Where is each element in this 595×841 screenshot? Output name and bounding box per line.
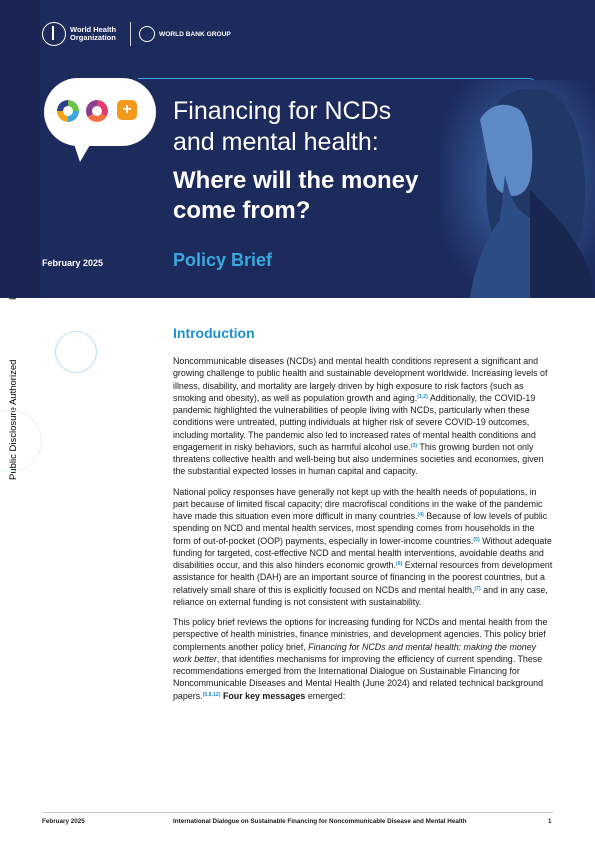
- citation-ref[interactable]: (6): [395, 561, 403, 567]
- citation-ref[interactable]: (3): [410, 442, 418, 449]
- paragraph-3-text-c: emerged:: [305, 690, 346, 701]
- section-heading-introduction: Introduction: [173, 325, 255, 341]
- title-line-1: Financing for NCDs and mental health:: [173, 97, 392, 156]
- paragraph-1-text-b: Additionally, the COVID-19 pandemic highlighted the vulnerabilities of people living with NCDs, particularly when these conditions were untreated, putting individuals at higher risk of severe COVID-19 outcomes, including mortality. The pandemic also led to increased rates of mental health conditions and engagement in risky behaviors, such as harmful alcohol use.: [173, 392, 536, 452]
- title-line-2: Where will the money come from?: [173, 167, 419, 224]
- footer-title: International Dialogue on Sustainable Financing for Noncommunicable Disease and Mental Health: [173, 818, 467, 825]
- partner-logos: [42, 22, 231, 46]
- watermark-bottom: Public Disclosure Authorized: [8, 359, 19, 480]
- paragraph-3-text-a: This policy brief reviews the options for increasing funding for NCDs and mental health from the perspective of health ministries, finance ministries, and development agencies. This policy brief complements another policy brief,: [173, 617, 548, 652]
- cover-banner: [0, 0, 595, 298]
- speech-bubble-tail: [72, 138, 94, 162]
- citation-ref[interactable]: (7): [474, 585, 481, 592]
- paragraph-1-text-a: Noncommunicable diseases (NCDs) and mental health conditions represent a significant and growing challenge to public health and sustainable development worldwide. Increasing levels of illness, disability, and mortality are largely driven by high exposure to risk factors (such as smoking and obesity), as well as population growth and aging.: [173, 356, 548, 403]
- key-messages-emphasis: Four key messages: [220, 690, 306, 701]
- citation-ref[interactable]: (1,2): [417, 393, 428, 400]
- who-logo-text: World Health Organization: [70, 25, 117, 42]
- paragraph-1: [173, 355, 553, 478]
- decorative-circle-faint: [0, 410, 42, 472]
- citation-ref[interactable]: (5): [473, 536, 480, 543]
- paragraph-2-text-a: National policy responses have generally not kept up with the health needs of populations, in part because of limited fiscal capacity; dire macrofiscal conditions in the wake of the pandemic have made this situation even more difficult in many countries.: [173, 486, 543, 521]
- main-content: [173, 325, 553, 710]
- document-type-label: Policy Brief: [173, 250, 273, 270]
- logo-divider: [130, 22, 131, 46]
- paragraph-2-text-b: Because of low levels of public spending on NCD and mental health services, most spending comes from households in the form of out-of-pocket (OOP) payments, especially in lower-income countries.: [173, 511, 548, 546]
- paragraph-3-text-b: , that identifies mechanisms for improving the efficiency of current spending. These recommendations emerged from the International Dialogue on Sustainable Financing for Noncommunicable Diseases and Mental Health (June 2024) and related technical background papers.: [173, 653, 544, 701]
- footer-date: February 2025: [42, 818, 85, 825]
- cover-date: February 2025: [42, 258, 104, 268]
- medical-plus-icon: +: [117, 100, 137, 120]
- heart-health-icon: [86, 100, 108, 122]
- banner-left-strip: [0, 0, 40, 298]
- paragraph-3: [173, 616, 553, 702]
- paragraph-2-text-c: Without adequate funding for targeted, cost-effective NCD and mental health interventions, avoidable deaths and disabilities occur, and this also hinders economic growth.: [173, 535, 552, 570]
- citation-ref[interactable]: (4): [417, 512, 424, 518]
- who-emblem-icon: [42, 22, 66, 46]
- decorative-circle: [55, 331, 97, 373]
- paragraph-2-text-e: and in any case, reliance on external funding is not consistent with sustainability.: [173, 584, 548, 607]
- paragraph-2: [173, 486, 553, 609]
- page-number: 1: [548, 818, 552, 825]
- woman-portrait-image: [440, 80, 595, 298]
- who-logo: [42, 22, 122, 46]
- footer-divider: [42, 812, 553, 813]
- wellbeing-icon: [57, 100, 79, 122]
- world-bank-emblem-icon: [139, 26, 155, 42]
- paragraph-2-text-d: External resources from development assistance for health (DAH) are an important source of financing in the poorest countries, but a relatively small share of this is explicitly focused on NCDs and mental health,: [173, 560, 553, 595]
- companion-brief-title: Financing for NCDs and mental health: making the money work better: [173, 641, 537, 664]
- world-bank-logo: [139, 26, 231, 42]
- paragraph-1-text-c: This growing burden not only threatens collective health and well-being but also undermines societies and economies, given the substantial expected losses in human capital and capacity.: [173, 441, 544, 477]
- citation-ref[interactable]: (5,8,12): [202, 691, 221, 698]
- world-bank-logo-text: WORLD BANK GROUP: [159, 30, 231, 38]
